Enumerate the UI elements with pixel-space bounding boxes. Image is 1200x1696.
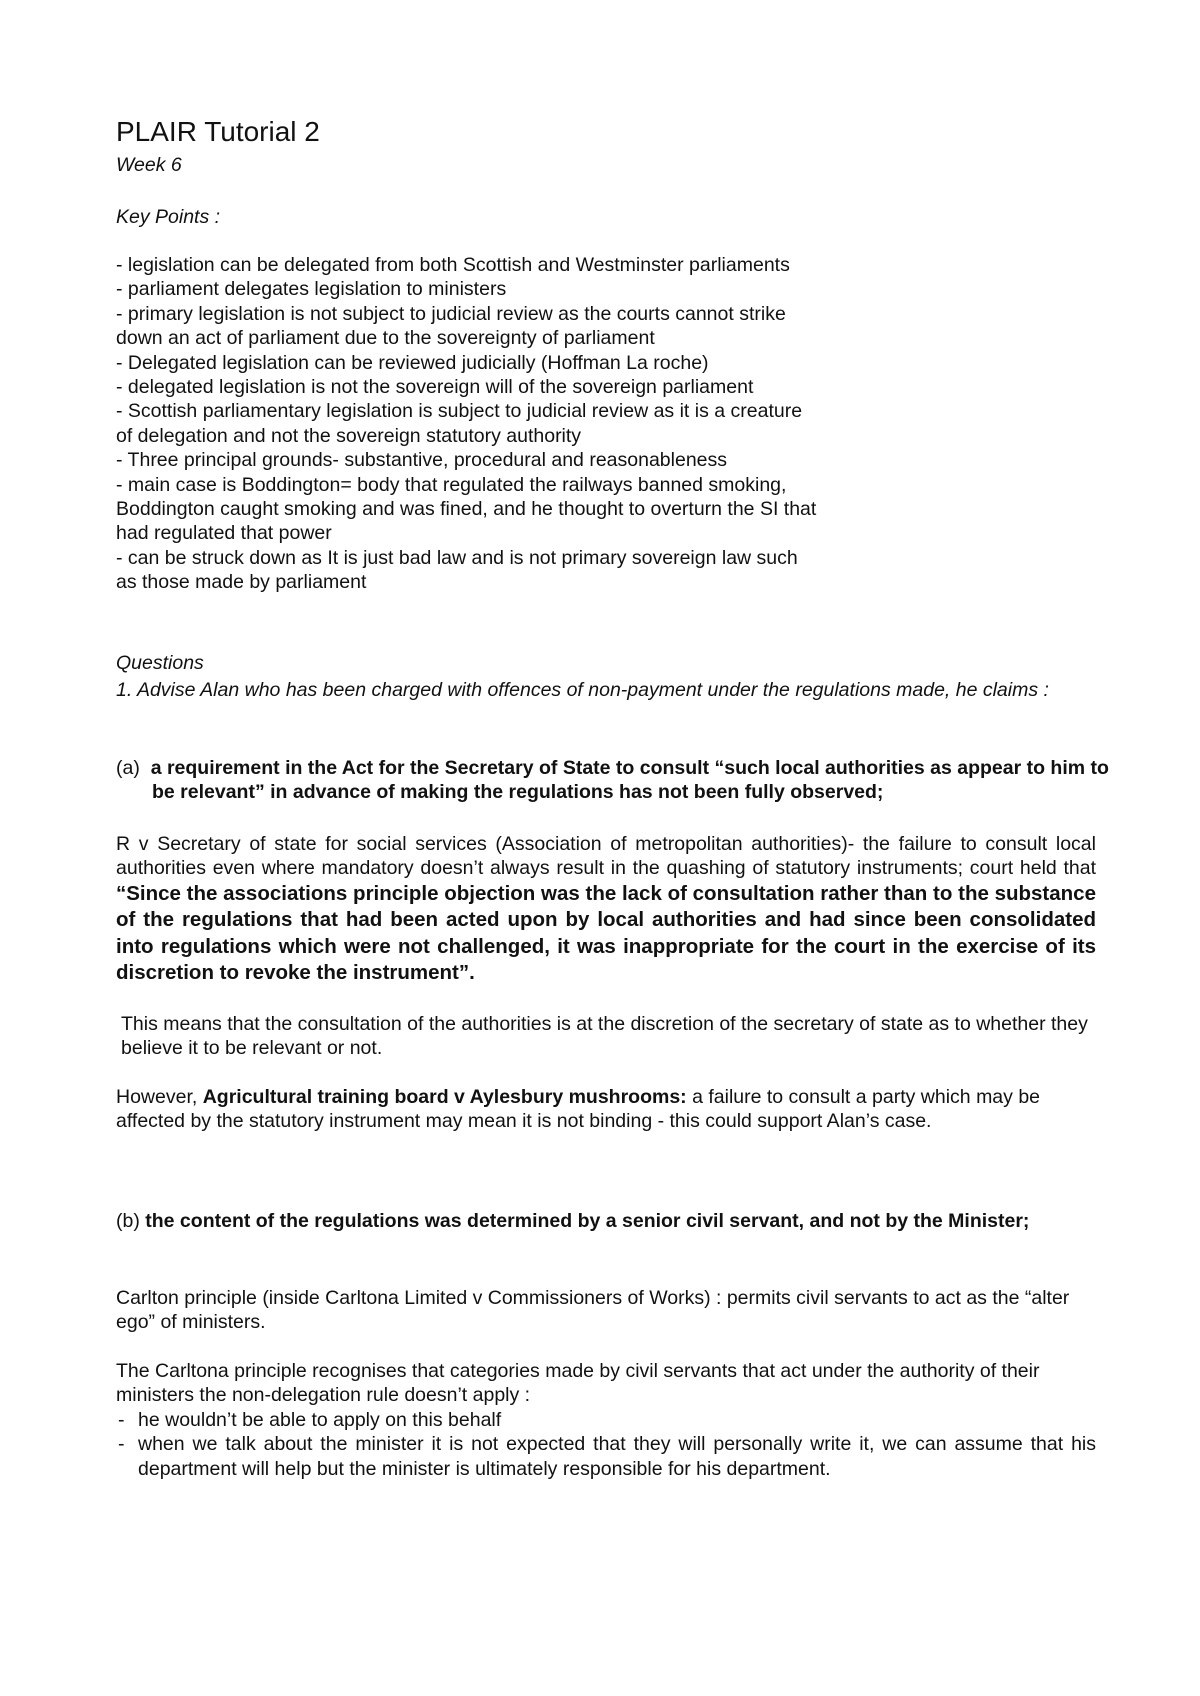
- key-point-line: down an act of parliament due to the sovereignty of parliament: [116, 327, 655, 350]
- part-a-label: (a): [116, 757, 140, 779]
- key-point-line: - main case is Boddington= body that regulated the railways banned smoking,: [116, 473, 787, 496]
- key-points-heading: Key Points :: [116, 206, 221, 228]
- key-point-line: - delegated legislation is not the sovereign will of the sovereign parliament: [116, 376, 754, 399]
- part-a-however-paragraph: [116, 1085, 1096, 1134]
- carltona-bullets: [116, 1408, 1096, 1481]
- document-title: PLAIR Tutorial 2: [116, 116, 320, 147]
- part-a-text: a requirement in the Act for the Secretary of State to consult “such local authorities as appear to him to be relevant” in advance of making the regulations has not been fully observed;: [150, 757, 1109, 804]
- bullet-item: - when we talk about the minister it is not expected that they will personally write it, we can assume that his department will help but the minister is ultimately responsible for his department.: [116, 1432, 1096, 1481]
- key-point-line: - parliament delegates legislation to ministers: [116, 278, 507, 301]
- week-label: Week 6: [116, 154, 182, 176]
- part-a-case-paragraph: [116, 832, 1096, 987]
- aylesbury-case-name: Agricultural training board v Aylesbury mushrooms:: [202, 1086, 687, 1108]
- part-b-claim: [116, 1209, 1096, 1233]
- however-rest: a failure to consult a party which may be affected by the statutory instrument may mean it is not binding - this could support Alan’s case.: [116, 1086, 1041, 1133]
- key-point-line: of delegation and not the sovereign statutory authority: [116, 424, 582, 447]
- key-point-line: Boddington caught smoking and was fined, and he thought to overturn the SI that: [116, 498, 817, 521]
- key-point-line: - legislation can be delegated from both Scottish and Westminster parliaments: [116, 254, 790, 276]
- key-point-line: had regulated that power: [116, 522, 332, 545]
- key-point-line: as those made by parliament: [116, 571, 367, 594]
- questions-heading: Questions: [116, 652, 204, 674]
- however-prefix: However,: [116, 1086, 203, 1108]
- key-point-line: - Delegated legislation can be reviewed judicially (Hoffman La roche): [116, 351, 709, 374]
- key-point-line: - Scottish parliamentary legislation is subject to judicial review as it is a creature: [116, 400, 803, 423]
- part-a-case-text: R v Secretary of state for social services (Association of metropolitan authorities)- the failure to consult local authorities even where mandatory doesn’t always result in the quashing of statutory instruments; court held that: [116, 833, 1096, 880]
- part-a-claim: [116, 756, 1132, 805]
- key-points-list: [116, 253, 1096, 595]
- key-point-line: - primary legislation is not subject to judicial review as the courts cannot strike: [116, 302, 786, 325]
- question-1: 1. Advise Alan who has been charged with offences of non-payment under the regulations made, he claims :: [116, 679, 1049, 701]
- key-point-line: - Three principal grounds- substantive, procedural and reasonableness: [116, 449, 728, 472]
- part-a-court-quote: “Since the associations principle objection was the lack of consultation rather than to the substance of the regulations that had been acted upon by local authorities and had since been consolidated into regulations which were not challenged, it was inappropriate for the court in the exercise of its discretion to revoke the instrument”.: [116, 881, 1096, 985]
- part-a-meaning: This means that the consultation of the authorities is at the discretion of the secretary of state as to whether they believe it to be relevant or not.: [121, 1013, 1088, 1060]
- key-point-line: - can be struck down as It is just bad law and is not primary sovereign law such: [116, 546, 798, 569]
- part-b-text: the content of the regulations was determined by a senior civil servant, and not by the Minister;: [145, 1210, 1030, 1232]
- carltona-recognises: The Carltona principle recognises that categories made by civil servants that act under the authority of their ministers the non-delegation rule doesn’t apply :: [116, 1360, 1040, 1407]
- part-b-label: (b): [116, 1210, 140, 1232]
- carlton-principle: Carlton principle (inside Carltona Limited v Commissioners of Works) : permits civil servants to act as the “alter ego” of ministers.: [116, 1287, 1070, 1334]
- bullet-item: - he wouldn’t be able to apply on this behalf: [116, 1408, 1096, 1432]
